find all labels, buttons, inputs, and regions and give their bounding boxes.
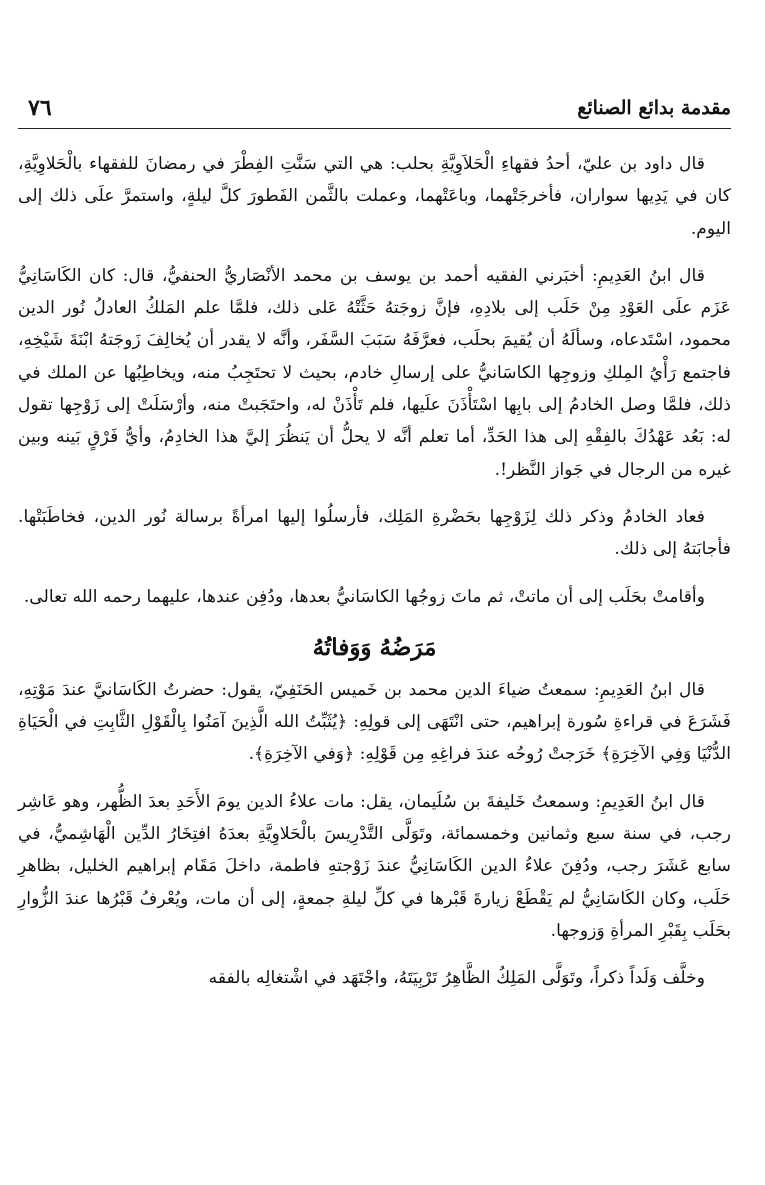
header-rule: [18, 128, 731, 129]
paragraph-fitr-tradition: قال داود بن عليّ، أحدُ فقهاءِ الْحَلاَوِيَّةِ بحلب: هي التي سَنَّتِ الفِطْرَ في رمضانَ للفقهاء بالْحَلاوِيَّةِ، كان في يَدِيها سواران، فأخرجَتْهما، وباعَتْهما، وعملت بالثَّمن الفَطورَ كلَّ ليلةٍ، واستمرَّ علَى ذلك إلى اليوم.: [18, 154, 731, 239]
paragraph-return-request: قال ابنُ العَدِيمِ: أخبَرني الفقيه أحمد بن يوسف بن محمد الأنْصَاريُّ الحنفيُّ، قال: كان الكَاسَانِيُّ عَزَم علَى العَوْدِ مِنْ حَلَب إلى بلادِهِ، فإنَّ زوجَتهُ حَثَّتْهُ عَلى ذلك، فلمَّا علم المَلكُ العادلُ نُور الدين محمود، اسْتَدعاه، وسألَهُ أن يُقيمَ بحلَب، فعرَّفَهُ سَبَبَ السَّفَر، وأنَّه لا يقدر أن يُخالِفَ زَوجَتهُ ابْنَةَ شَيْخِهِ، فاجتمع رَأْيُ المِلكِ وزوجِها الكاسَانيُّ على إرسالِ خادم، بحيث لا تحتَجِبُ منه، ويخاطِبُها عن الملك في ذلك، فلمَّا وصل الخادمُ إلى بابِها اسْتَأْذَنَ علَيها، فلم تَأْذَنْ له، واحتَجَبتْ منه، وأرْسَلَتْ إلى زَوْجِها تقول له: بَعُد عَهْدُكَ بالفِقْهِ إلى هذا الحَدِّ، أما تعلم أنَّه لا يحلُّ أن يَنظُرَ إليَّ هذا الخادِمُ، وأيُّ فَرْقٍ بَينه وبين غيره من الرجال في جَواز النَّظر!.: [18, 265, 731, 480]
section-heading-illness-death: مَرَضُهُ وَوَفاتُهُ: [312, 633, 437, 661]
paragraph-son: وخلَّف وَلَداً ذكراً، وتَوَلَّى المَلِكُ الظَّاهِرُ تَرْبِيَتَهُ، واجْتَهَد في اشْتغالِه بالفقه: [208, 968, 705, 989]
paragraph-death-account: قال ابنُ العَدِيمِ: سمعتُ ضياءَ الدين محمد بن خَميس الحَنَفِيّ، يقول: حضرتُ الكَاسَانيَّ عندَ مَوْتِهِ، فَشَرَعَ في قراءةِ سُورة إبراهيم، حتى انْتَهَى إلى قولِهِ: ﴿يُثَبِّتُ الله الَّذِينَ آمَنُوا بِالْقَوْلِ الثَّابِتِ في الْحَيَاةِ الدُّنْيَا وَفِي الآخِرَةِ﴾ خَرَجتْ رُوحُه عندَ فراغِهِ مِن قَوْلِهِ: ﴿وَفي الآخِرَةِ﴾.: [18, 679, 731, 765]
paragraph-burial: قال ابنُ العَدِيمِ: وسمعتُ خَليفةَ بن سُلَيمان، يقل: مات علاءُ الدين يومَ الأَحَدِ بعدَ الظُّهر، وهو عَاشِر رجب، في سنة سبع وثمانين وخمسمائة، وتَوَلَّى التَّدْرِيسَ بالْحَلاوِيَّةِ بعدَهُ افتِخَارُ الدِّين الْهَاشِميُّ، في سابع عَشَرَ رجب، ودُفِنَ علاءُ الدين الكَاسَانِيُّ عندَ زَوْجتهِ فاطمة، داخلَ مَقَام إبراهيم الخليل، بظاهرِ حَلَب، وكان الكَاسَانِيُّ لم يَقْطَعْ زيارةَ قَبْرها في كلِّ ليلةِ جمعةٍ، إلى أن مات، ويُعْرفُ قَبْرُها عندَ الزُّوارِ بحَلَب بِقَبْرِ المرأةِ وَزوجها.: [18, 791, 732, 941]
running-title: مقدمة بدائع الصنائع: [577, 97, 731, 119]
book-page: [18, 0, 731, 1185]
page-header: [18, 95, 731, 127]
paragraph-residence-death: وأقامتْ بحَلَب إلى أن ماتتْ، ثم ماتَ زوجُها الكاسَانيُّ بعدها، ودُفِن عندها، عليهما رحمه الله تعالى.: [23, 586, 705, 607]
page-number: ٧٦: [28, 95, 52, 121]
paragraph-servant-returns: فعاد الخادمُ وذكر ذلك لِزَوْجِها بحَضْرةِ المَلِك، فأرسلُوا إليها امرأةً برسالة نُور الدين، فخاطَبَتْها. فأجابَتهُ إلى ذلك.: [18, 506, 731, 560]
page-body: [18, 148, 731, 1010]
